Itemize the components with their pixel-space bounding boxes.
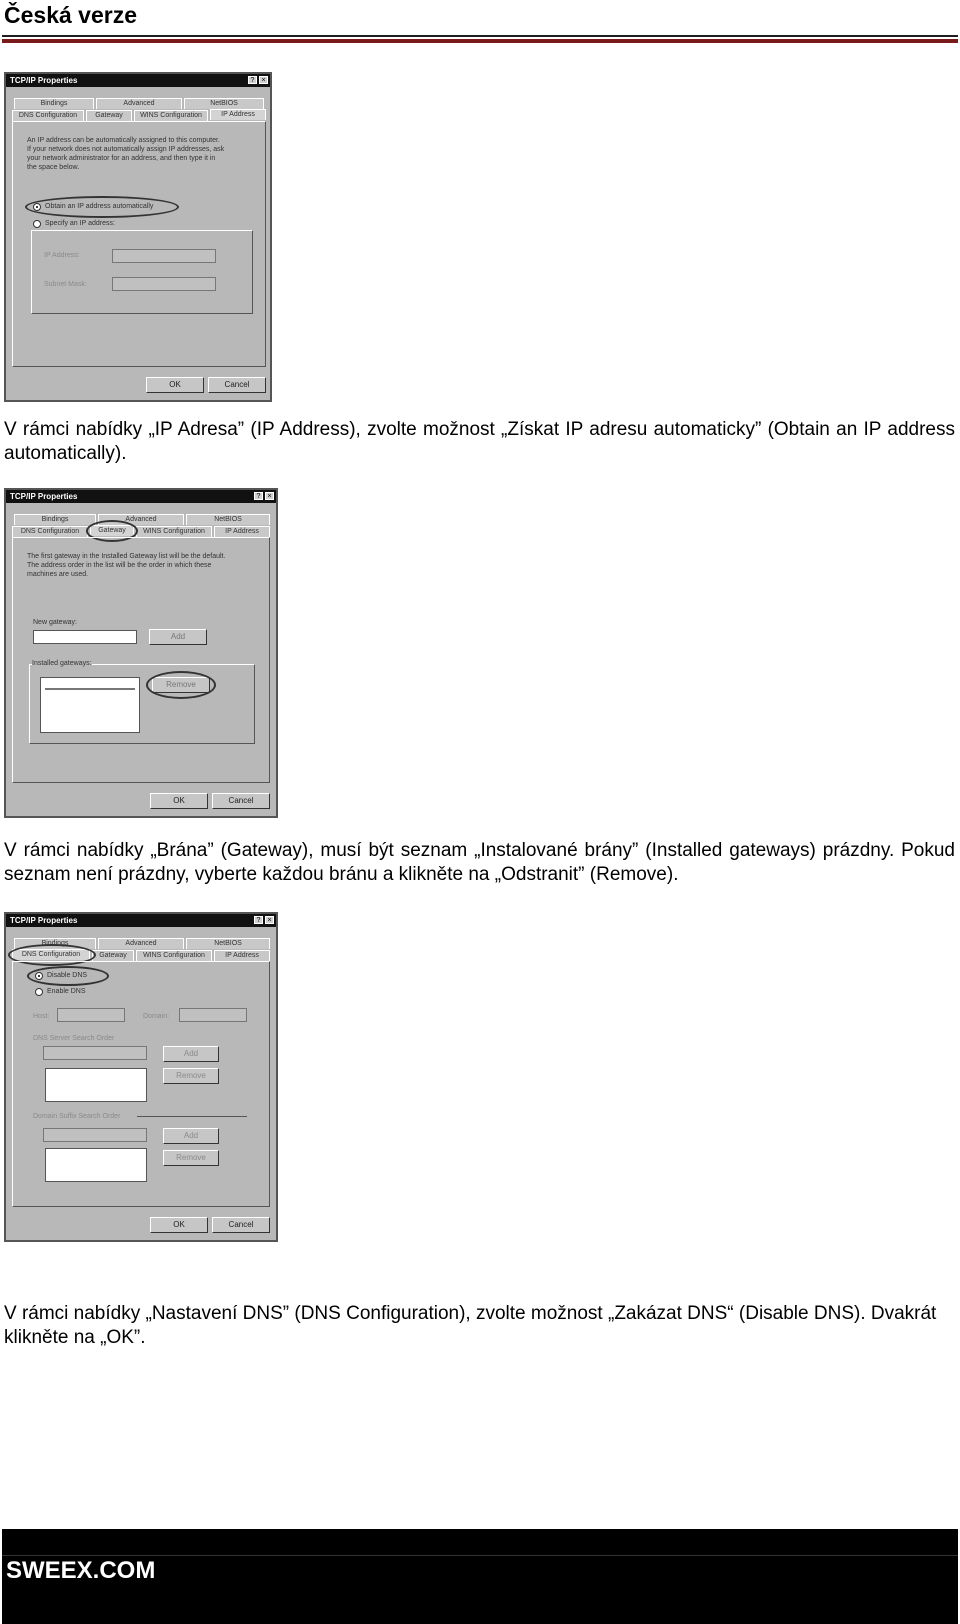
tab-dns-configuration[interactable]: DNS Configuration bbox=[12, 110, 84, 121]
gateway-dialog-screenshot bbox=[4, 488, 278, 818]
close-icon[interactable]: × bbox=[265, 492, 274, 500]
tab-wins-configuration[interactable]: WINS Configuration bbox=[134, 110, 208, 121]
tab-panel bbox=[12, 537, 270, 783]
tab-netbios[interactable]: NetBIOS bbox=[186, 938, 270, 949]
tab-ip-address[interactable]: IP Address bbox=[214, 950, 270, 961]
dns-server-field[interactable] bbox=[43, 1046, 147, 1060]
new-gateway-label: New gateway: bbox=[33, 619, 77, 626]
footer-brand: SWEEX.COM bbox=[6, 1557, 156, 1584]
tab-ip-address[interactable]: IP Address bbox=[210, 109, 266, 120]
cancel-button[interactable]: Cancel bbox=[208, 377, 266, 393]
subnet-mask-label: Subnet Mask: bbox=[44, 281, 87, 288]
obtain-ip-label: Obtain an IP address automatically bbox=[45, 203, 154, 210]
highlight-oval bbox=[27, 966, 109, 986]
domain-label: Domain: bbox=[143, 1013, 170, 1020]
specify-ip-label: Specify an IP address: bbox=[45, 220, 115, 227]
help-icon[interactable]: ? bbox=[248, 76, 257, 84]
remove-button[interactable]: Remove bbox=[152, 677, 210, 693]
intro-line: An IP address can be automatically assigned to this computer. bbox=[27, 137, 220, 144]
tab-panel bbox=[12, 121, 266, 367]
domain-suffix-list[interactable] bbox=[45, 1148, 147, 1182]
tab-panel bbox=[12, 961, 270, 1207]
tab-advanced[interactable]: Advanced bbox=[98, 514, 184, 525]
help-icon[interactable]: ? bbox=[254, 492, 263, 500]
dialog-title: TCP/IP Properties bbox=[6, 74, 270, 87]
ok-button[interactable]: OK bbox=[146, 377, 204, 393]
tab-wins-configuration[interactable]: WINS Configuration bbox=[136, 950, 212, 961]
remove-dns-button[interactable]: Remove bbox=[163, 1068, 219, 1084]
tab-bindings[interactable]: Bindings bbox=[14, 938, 96, 949]
header-rule bbox=[2, 35, 958, 37]
ip-groupbox bbox=[31, 230, 253, 314]
footer-bar bbox=[2, 1529, 958, 1624]
tab-dns-configuration[interactable]: DNS Configuration bbox=[12, 526, 88, 537]
tab-bindings[interactable]: Bindings bbox=[14, 514, 96, 525]
add-dns-button[interactable]: Add bbox=[163, 1046, 219, 1062]
instruction-paragraph: V rámci nabídky „Brána” (Gateway), musí být seznam „Instalované brány” (Installed gateways) prázdny. Pokud seznam není prázdny, vyberte každou bránu a klikněte na „Odstranit” (Remove). bbox=[4, 840, 955, 885]
ip-address-field[interactable] bbox=[112, 249, 216, 263]
footer-divider bbox=[2, 1555, 958, 1556]
highlight-oval bbox=[146, 671, 216, 699]
specify-ip-radio[interactable] bbox=[33, 220, 41, 228]
divider bbox=[137, 1116, 247, 1117]
new-gateway-field[interactable] bbox=[33, 630, 137, 644]
domain-field[interactable] bbox=[179, 1008, 247, 1022]
disable-dns-label: Disable DNS bbox=[47, 972, 88, 979]
highlight-oval bbox=[25, 196, 179, 218]
add-button[interactable]: Add bbox=[149, 629, 207, 645]
dialog-title: TCP/IP Properties bbox=[6, 490, 276, 503]
dns-dialog-screenshot bbox=[4, 912, 278, 1242]
installed-gateways-label: Installed gateways: bbox=[32, 660, 92, 667]
tab-dns-configuration[interactable]: DNS Configuration bbox=[12, 949, 90, 960]
page-title: Česká verze bbox=[4, 2, 137, 28]
intro-line: machines are used. bbox=[27, 571, 89, 578]
cancel-button[interactable]: Cancel bbox=[212, 793, 270, 809]
help-icon[interactable]: ? bbox=[254, 916, 263, 924]
installed-gateways-list[interactable] bbox=[40, 677, 140, 733]
close-icon[interactable]: × bbox=[265, 916, 274, 924]
instruction-paragraph: V rámci nabídky „Nastavení DNS” (DNS Configuration), zvolte možnost „Zakázat DNS“ (Disable DNS). Dvakrát klikněte na „OK”. bbox=[4, 1303, 937, 1348]
intro-line: your network administrator for an address, and then type it in bbox=[27, 155, 216, 162]
tab-ip-address[interactable]: IP Address bbox=[214, 526, 270, 537]
ok-button[interactable]: OK bbox=[150, 1217, 208, 1233]
intro-line: If your network does not automatically assign IP addresses, ask bbox=[27, 146, 225, 153]
tab-netbios[interactable]: NetBIOS bbox=[184, 98, 264, 109]
tab-gateway[interactable]: Gateway bbox=[86, 110, 132, 121]
installed-gateways-groupbox bbox=[29, 660, 255, 744]
tab-gateway[interactable]: Gateway bbox=[90, 525, 134, 536]
instruction-paragraph: V rámci nabídky „IP Adresa” (IP Address), zvolte možnost „Získat IP adresu automaticky” (Obtain an IP address automatically). bbox=[4, 419, 955, 464]
intro-line: the space below. bbox=[27, 164, 80, 171]
enable-dns-radio[interactable] bbox=[35, 988, 43, 996]
dialog-title: TCP/IP Properties bbox=[6, 914, 276, 927]
tab-bindings[interactable]: Bindings bbox=[14, 98, 94, 109]
enable-dns-label: Enable DNS bbox=[47, 988, 86, 995]
host-label: Host: bbox=[33, 1013, 50, 1020]
cancel-button[interactable]: Cancel bbox=[212, 1217, 270, 1233]
add-suffix-button[interactable]: Add bbox=[163, 1128, 219, 1144]
list-item[interactable] bbox=[45, 688, 135, 690]
intro-line: The address order in the list will be the order in which these bbox=[27, 562, 212, 569]
tab-advanced[interactable]: Advanced bbox=[96, 98, 182, 109]
intro-line: The first gateway in the Installed Gateway list will be the default. bbox=[27, 553, 226, 560]
tab-gateway[interactable]: Gateway bbox=[92, 950, 134, 961]
ip-address-dialog-screenshot bbox=[4, 72, 272, 402]
dns-server-order-label: DNS Server Search Order bbox=[33, 1035, 115, 1042]
host-field[interactable] bbox=[57, 1008, 125, 1022]
ip-address-label: IP Address: bbox=[44, 252, 80, 259]
tab-wins-configuration[interactable]: WINS Configuration bbox=[136, 526, 212, 537]
tab-advanced[interactable]: Advanced bbox=[98, 938, 184, 949]
close-icon[interactable]: × bbox=[259, 76, 268, 84]
subnet-mask-field[interactable] bbox=[112, 277, 216, 291]
remove-suffix-button[interactable]: Remove bbox=[163, 1150, 219, 1166]
tab-netbios[interactable]: NetBIOS bbox=[186, 514, 270, 525]
domain-suffix-field[interactable] bbox=[43, 1128, 147, 1142]
domain-suffix-order-label: Domain Suffix Search Order bbox=[33, 1113, 121, 1120]
header-rule-accent bbox=[2, 39, 958, 43]
ok-button[interactable]: OK bbox=[150, 793, 208, 809]
dns-server-list[interactable] bbox=[45, 1068, 147, 1102]
